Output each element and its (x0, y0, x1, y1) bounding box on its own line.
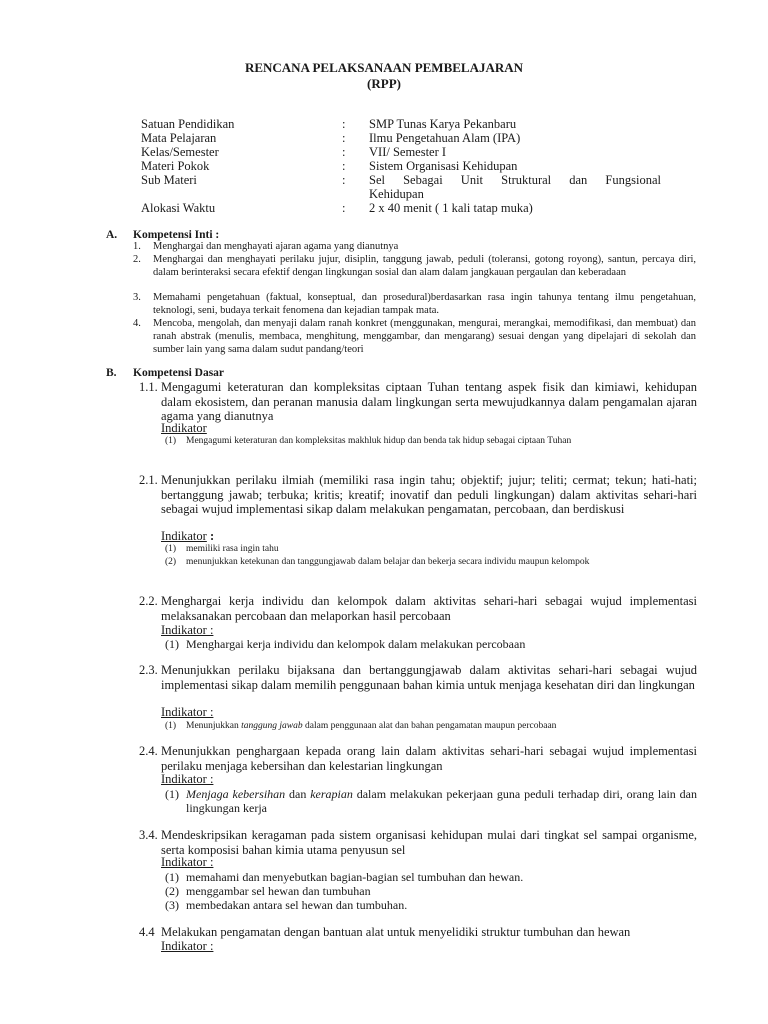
ki-text: Menghargai dan menghayati perilaku jujur, disiplin, tanggung jawab, peduli (toleransi, gotong royong), santun, percaya diri, dalam berinteraksi secara efektif dengan lingkungan sosial dan alam dalam jangkauan pergaulan dan keberadaan (153, 254, 696, 278)
identity-value: VII/ Semester I (369, 145, 447, 159)
indikator-text-part: dalam penggunaan alat dan bahan pengamatan maupun percobaan (302, 721, 557, 731)
kd-text: Menunjukkan penghargaan kepada orang lain dalam aktivitas sehari-hari sebagai wujud implementasi perilaku menjaga kebersihan dan kelestarian lingkungan (161, 744, 697, 773)
indikator-text: membedakan antara sel hewan dan tumbuhan. (186, 898, 408, 912)
indikator-text-emphasis: Menjaga kebersihan (186, 787, 286, 801)
identity-separator: : (342, 131, 346, 145)
indikator-text: memahami dan menyebutkan bagian-bagian sel tumbuhan dan hewan. (186, 870, 524, 884)
identity-row (0, 117, 768, 132)
document-subtitle: (RPP) (367, 76, 401, 91)
identity-value: Kehidupan (369, 187, 424, 201)
indikator-heading-colon: : (206, 529, 215, 543)
indikator-heading: Indikator : (161, 705, 214, 719)
indikator-text: menunjukkan ketekunan dan tanggungjawab dalam belajar dan bekerja secara individu maupun kelompok (186, 557, 590, 567)
identity-value: Ilmu Pengetahuan Alam (IPA) (369, 131, 521, 145)
kd-text: Menunjukkan perilaku bijaksana dan bertanggungjawab dalam aktivitas sehari-hari sebagai wujud implementasi sikap dalam memilih penggunaan bahan kimia untuk menjaga kesehatan diri dan lingkungan (161, 663, 697, 692)
indikator-text: menggambar sel hewan dan tumbuhan (186, 884, 371, 898)
indikator-text: memiliki rasa ingin tahu (186, 544, 279, 554)
ki-number: 4. (133, 318, 141, 329)
document-title: RENCANA PELAKSANAAN PEMBELAJARAN (244, 60, 524, 75)
ki-text: Mencoba, mengolah, dan menyaji dalam ranah konkret (menggunakan, mengurai, merangkai, memodifikasi, dan membuat) dan ranah abstrak (menulis, membaca, menghitung, menggambar, dan mengarang) sesuai dengan yang dipelajari di sekolah dan sumber lain yang sama dalam sudut pandang/teori (153, 318, 696, 355)
kd-text: Mengagumi keteraturan dan kompleksitas ciptaan Tuhan tentang aspek fisik dan kimiawi, kehidupan dalam ekosistem, dan peranan manusia dalam lingkungan serta mewujudkannya dalam pengamalan ajaran agama yang dianutnya (161, 380, 697, 423)
indikator-text: Mengagumi keteraturan dan kompleksitas makhluk hidup dan benda tak hidup sebagai ciptaan Tuhan (186, 436, 572, 446)
indikator-text-part: Menunjukkan (186, 721, 242, 731)
kd-number: 2.3. (139, 663, 158, 677)
indikator-number: (1) (165, 436, 177, 446)
indikator-number: (3) (165, 898, 179, 912)
kd-number: 3.4. (139, 828, 158, 842)
identity-value: Sistem Organisasi Kehidupan (369, 159, 518, 173)
identity-separator: : (342, 173, 346, 187)
kd-number: 4.4 (139, 925, 155, 939)
indikator-text: Menghargai kerja individu dan kelompok dalam melakukan percobaan (186, 637, 526, 651)
identity-label: Kelas/Semester (141, 145, 219, 159)
section-letter: A. (106, 229, 118, 241)
kd-number: 2.1. (139, 473, 158, 487)
ki-text: Menghargai dan menghayati ajaran agama yang dianutnya (153, 241, 399, 252)
identity-label: Sub Materi (141, 173, 197, 187)
indikator-number: (1) (165, 787, 179, 801)
identity-label: Satuan Pendidikan (141, 117, 235, 131)
identity-value: Sel Sebagai Unit Struktural dan Fungsional (369, 173, 661, 187)
indikator-heading: Indikator : (161, 772, 214, 786)
identity-value: SMP Tunas Karya Pekanbaru (369, 117, 517, 131)
indikator-number: (2) (165, 557, 177, 567)
indikator-number: (1) (165, 721, 177, 731)
identity-value: 2 x 40 menit ( 1 kali tatap muka) (369, 201, 533, 215)
kd-text: Menghargai kerja individu dan kelompok dalam aktivitas sehari-hari sebagai wujud implementasi melaksanakan percobaan dan melaporkan hasil percobaan (161, 594, 697, 623)
identity-separator: : (342, 201, 346, 215)
indikator-number: (1) (165, 637, 179, 651)
identity-row-continuation (0, 187, 768, 202)
indikator-number: (1) (165, 544, 177, 554)
identity-label: Materi Pokok (141, 159, 210, 173)
kd-number: 2.4. (139, 744, 158, 758)
identity-row (0, 159, 768, 174)
identity-label: Mata Pelajaran (141, 131, 217, 145)
identity-row (0, 201, 768, 216)
identity-separator: : (342, 159, 346, 173)
section-title: Kompetensi Inti : (133, 229, 220, 241)
kd-text: Melakukan pengamatan dengan bantuan alat untuk menyelidiki struktur tumbuhan dan hewan (161, 925, 631, 939)
ki-text: Memahami pengetahuan (faktual, konseptual, dan prosedural)berdasarkan rasa ingin tahunya tentang ilmu pengetahuan, teknologi, seni, budaya terkait fenomena dan kejadian tampak mata. (153, 292, 696, 316)
kd-number: 2.2. (139, 594, 158, 608)
kd-number: 1.1. (139, 380, 158, 394)
identity-row (0, 173, 768, 188)
kd-text: Menunjukkan perilaku ilmiah (memiliki rasa ingin tahu; objektif; jujur; teliti; cermat; tekun; hati-hati; bertanggung jawab; terbuka; kritis; kreatif; inovatif dan peduli lingkungan) dalam aktivitas sehari-hari sebagai wujud implementasi sikap dalam melakukan pengamatan, percobaan, dan berdiskusi (161, 473, 697, 516)
indikator-heading: Indikator (161, 421, 207, 435)
indikator-number: (1) (165, 870, 179, 884)
indikator-heading (161, 529, 214, 543)
ki-number: 3. (133, 292, 141, 303)
section-title: Kompetensi Dasar (133, 367, 225, 379)
identity-row (0, 131, 768, 146)
ki-number: 2. (133, 254, 141, 265)
identity-row (0, 145, 768, 160)
indikator-text-part: dan (285, 787, 311, 801)
indikator-heading: Indikator : (161, 623, 214, 637)
indikator-heading: Indikator : (161, 855, 214, 869)
indikator-text-part: dalam melakukan pekerjaan guna peduli terhadap diri, orang lain dan lingkungan kerja (186, 787, 697, 815)
indikator-text (186, 721, 697, 733)
indikator-heading: Indikator : (161, 939, 214, 953)
identity-label: Alokasi Waktu (141, 201, 216, 215)
ki-number: 1. (133, 241, 141, 252)
kd-text: Mendeskripsikan keragaman pada sistem organisasi kehidupan mulai dari tingkat sel sampai organisme, serta komposisi bahan kimia utama penyusun sel (161, 828, 697, 857)
identity-separator: : (342, 117, 346, 131)
section-letter: B. (106, 367, 117, 379)
indikator-number: (2) (165, 884, 179, 898)
identity-separator: : (342, 145, 346, 159)
indikator-heading-label: Indikator (161, 529, 207, 543)
indikator-text (186, 787, 697, 815)
indikator-text-emphasis: kerapian (310, 787, 353, 801)
indikator-text-emphasis: tanggung jawab (241, 721, 303, 731)
